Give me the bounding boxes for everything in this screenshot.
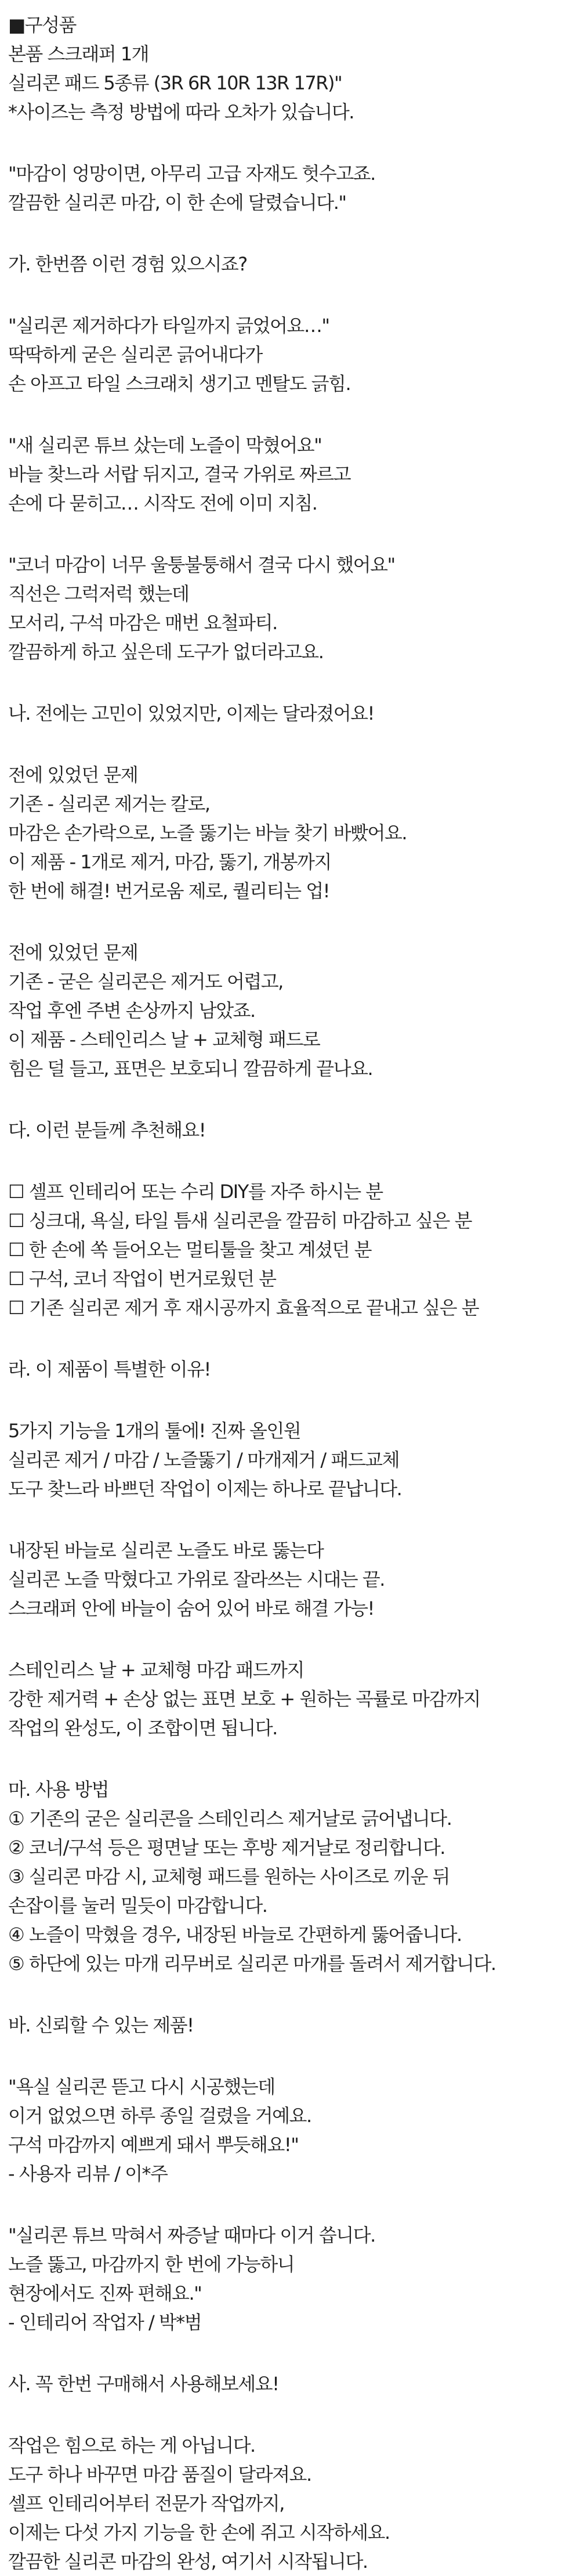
problem-line: 이 제품 - 스테인리스 날 + 교체형 패드로 bbox=[8, 1029, 320, 1051]
problem-line: 마감은 손가락으로, 노즐 뚫기는 바늘 찾기 바빴어요. bbox=[8, 822, 407, 844]
section-sa-heading-block bbox=[8, 2369, 580, 2398]
review-line: 이거 없었으면 하루 종일 걸렸을 거예요. bbox=[8, 2105, 311, 2127]
section-ra-heading-block bbox=[8, 1355, 580, 1384]
case-line: 손에 다 묻히고… 시작도 전에 이미 지침. bbox=[8, 492, 317, 514]
spacer bbox=[0, 2188, 580, 2221]
spacer bbox=[0, 279, 580, 311]
case-line: 깔끔하게 하고 싶은데 도구가 없더라고요. bbox=[8, 641, 324, 663]
spacer bbox=[0, 398, 580, 431]
spacer bbox=[0, 728, 580, 760]
spacer bbox=[0, 1083, 580, 1116]
section-heading: 사. 꼭 한번 구매해서 사용해보세요! bbox=[8, 2373, 279, 2395]
section-heading: 다. 이런 분들께 추천해요! bbox=[8, 1119, 206, 1141]
usage-step: ④ 노즐이 막혔을 경우, 내장된 바늘로 간편하게 뚫어줍니다. bbox=[8, 1924, 462, 1946]
reason-block bbox=[8, 1655, 580, 1742]
section-ba-heading-block bbox=[8, 2011, 580, 2040]
recommend-list bbox=[8, 1177, 580, 1322]
spacer bbox=[0, 2040, 580, 2072]
reason-line: 5가지 기능을 1개의 툴에! 진짜 올인원 bbox=[8, 1420, 301, 1442]
recommend-item: ☐ 싱크대, 욕실, 타일 틈새 실리콘을 깔끔히 마감하고 싶은 분 bbox=[8, 1210, 472, 1232]
spacer bbox=[0, 217, 580, 250]
usage-step: ⑤ 하단에 있는 마개 리무버로 실리콘 마개를 돌려서 제거합니다. bbox=[8, 1953, 496, 1975]
review-line: 노즐 뚫고, 마감까지 한 번에 가능하니 bbox=[8, 2253, 295, 2275]
usage-step: ② 코너/구석 등은 평면날 또는 후방 제거날로 정리합니다. bbox=[8, 1837, 445, 1859]
problem-line: 한 번에 해결! 번거로움 제로, 퀄리티는 업! bbox=[8, 880, 329, 902]
case-line: "실리콘 제거하다가 타일까지 긁었어요…" bbox=[8, 315, 329, 337]
recommend-item: ☐ 셀프 인테리어 또는 수리 DIY를 자주 하시는 분 bbox=[8, 1181, 383, 1203]
reason-line: 작업의 완성도, 이 조합이면 됩니다. bbox=[8, 1717, 277, 1739]
review-block bbox=[8, 2221, 580, 2337]
review-block bbox=[8, 2072, 580, 2188]
problem-line: 작업 후엔 주변 손상까지 남았죠. bbox=[8, 1000, 255, 1022]
reason-line: 내장된 바늘로 실리콘 노즐도 바로 뚫는다 bbox=[8, 1539, 324, 1561]
components-line: 본품 스크래퍼 1개 bbox=[8, 43, 149, 65]
components-line: 실리콘 패드 5종류 (3R 6R 10R 13R 17R)" bbox=[8, 72, 342, 94]
problem-line: 이 제품 - 1개로 제거, 마감, 뚫기, 개봉까지 bbox=[8, 851, 331, 873]
components-line: *사이즈는 측정 방법에 따라 오차가 있습니다. bbox=[8, 101, 354, 123]
reason-block bbox=[8, 1416, 580, 1503]
review-author: - 사용자 리뷰 / 이*주 bbox=[8, 2163, 168, 2185]
spacer bbox=[0, 2398, 580, 2431]
problem-block bbox=[8, 760, 580, 905]
reason-line: 스테인리스 날 + 교체형 마감 패드까지 bbox=[8, 1659, 304, 1681]
reason-line: 강한 제거력 + 손상 없는 표면 보호 + 원하는 곡률로 마감까지 bbox=[8, 1688, 480, 1710]
section-na-heading-block bbox=[8, 699, 580, 728]
section-heading: 바. 신뢰할 수 있는 제품! bbox=[8, 2014, 194, 2036]
components-block bbox=[8, 10, 580, 127]
usage-step: 손잡이를 눌러 밀듯이 마감합니다. bbox=[8, 1895, 267, 1917]
spacer bbox=[0, 1623, 580, 1655]
case-line: 손 아프고 타일 스크래치 생기고 멘탈도 긁힘. bbox=[8, 373, 351, 395]
section-heading: 나. 전에는 고민이 있었지만, 이제는 달라졌어요! bbox=[8, 702, 374, 724]
problem-line: 기존 - 굳은 실리콘은 제거도 어렵고, bbox=[8, 970, 283, 993]
case-block bbox=[8, 550, 580, 666]
reason-line: 도구 찾느라 바쁘던 작업이 이제는 하나로 끝납니다. bbox=[8, 1478, 402, 1500]
problem-line: 기존 - 실리콘 제거는 칼로, bbox=[8, 793, 210, 815]
spacer bbox=[0, 127, 580, 159]
closing-line: 도구 하나 바꾸면 마감 품질이 달라져요. bbox=[8, 2463, 311, 2485]
problem-line: 힘은 덜 들고, 표면은 보호되니 깔끔하게 끝나요. bbox=[8, 1058, 373, 1080]
spacer bbox=[0, 1145, 580, 1177]
case-line: 직선은 그럭저럭 했는데 bbox=[8, 583, 189, 605]
recommend-item: ☐ 구석, 코너 작업이 번거로웠던 분 bbox=[8, 1268, 276, 1290]
reason-line: 스크래퍼 안에 바늘이 숨어 있어 바로 해결 가능! bbox=[8, 1597, 374, 1619]
reason-line: 실리콘 노즐 막혔다고 가위로 잘라쓰는 시대는 끝. bbox=[8, 1568, 385, 1590]
problem-line: 전에 있었던 문제 bbox=[8, 941, 138, 964]
case-line: "코너 마감이 너무 울퉁불퉁해서 결국 다시 했어요" bbox=[8, 554, 395, 576]
intro-line: "마감이 엉망이면, 아무리 고급 자재도 헛수고죠. bbox=[8, 163, 375, 185]
spacer bbox=[0, 1503, 580, 1536]
case-line: "새 실리콘 튜브 샀는데 노즐이 막혔어요" bbox=[8, 434, 322, 456]
spacer bbox=[0, 1742, 580, 1775]
problem-block bbox=[8, 938, 580, 1083]
spacer bbox=[0, 2337, 580, 2369]
section-heading: 가. 한번쯤 이런 경험 있으시죠? bbox=[8, 253, 247, 275]
spacer bbox=[0, 1384, 580, 1416]
case-line: 딱딱하게 굳은 실리콘 긁어내다가 bbox=[8, 344, 262, 366]
section-heading: 라. 이 제품이 특별한 이유! bbox=[8, 1358, 211, 1380]
case-block bbox=[8, 311, 580, 398]
review-line: "실리콘 튜브 막혀서 짜증날 때마다 이거 씁니다. bbox=[8, 2224, 375, 2246]
intro-line: 깔끔한 실리콘 마감, 이 한 손에 달렸습니다." bbox=[8, 192, 346, 214]
closing-block bbox=[8, 2431, 580, 2576]
closing-line: 이제는 다섯 가지 기능을 한 손에 쥐고 시작하세요. bbox=[8, 2521, 390, 2543]
intro-quote bbox=[8, 159, 580, 217]
spacer bbox=[0, 1322, 580, 1355]
closing-line: 깔끔한 실리콘 마감의 완성, 여기서 시작됩니다. bbox=[8, 2550, 368, 2573]
review-line: "욕실 실리콘 뜯고 다시 시공했는데 bbox=[8, 2076, 275, 2098]
reason-line: 실리콘 제거 / 마감 / 노즐뚫기 / 마개제거 / 패드교체 bbox=[8, 1449, 400, 1471]
usage-step: ① 기존의 굳은 실리콘을 스테인리스 제거날로 긁어냅니다. bbox=[8, 1807, 452, 1830]
spacer bbox=[0, 905, 580, 938]
case-line: 모서리, 구석 마감은 매번 요철파티. bbox=[8, 612, 277, 634]
review-author: - 인테리어 작업자 / 박*범 bbox=[8, 2311, 202, 2333]
case-line: 바늘 찾느라 서랍 뒤지고, 결국 가위로 짜르고 bbox=[8, 463, 351, 485]
review-line: 구석 마감까지 예쁘게 돼서 뿌듯해요!" bbox=[8, 2134, 299, 2156]
spacer bbox=[0, 666, 580, 699]
reason-block bbox=[8, 1536, 580, 1623]
section-da-heading-block bbox=[8, 1116, 580, 1145]
spacer bbox=[0, 1978, 580, 2011]
spacer bbox=[0, 518, 580, 550]
usage-step: ③ 실리콘 마감 시, 교체형 패드를 원하는 사이즈로 끼운 뒤 bbox=[8, 1866, 449, 1888]
components-heading: ■구성품 bbox=[8, 14, 76, 36]
recommend-item: ☐ 한 손에 쏙 들어오는 멀티툴을 찾고 계셨던 분 bbox=[8, 1239, 371, 1261]
recommend-item: ☐ 기존 실리콘 제거 후 재시공까지 효율적으로 끝내고 싶은 분 bbox=[8, 1297, 479, 1319]
usage-block bbox=[8, 1775, 580, 1978]
problem-line: 전에 있었던 문제 bbox=[8, 764, 138, 786]
review-line: 현장에서도 진짜 편해요." bbox=[8, 2282, 202, 2304]
section-ga-heading-block bbox=[8, 250, 580, 279]
section-heading: 마. 사용 방법 bbox=[8, 1778, 109, 1801]
closing-line: 작업은 힘으로 하는 게 아닙니다. bbox=[8, 2434, 255, 2456]
closing-line: 셀프 인테리어부터 전문가 작업까지, bbox=[8, 2492, 284, 2514]
case-block bbox=[8, 431, 580, 518]
